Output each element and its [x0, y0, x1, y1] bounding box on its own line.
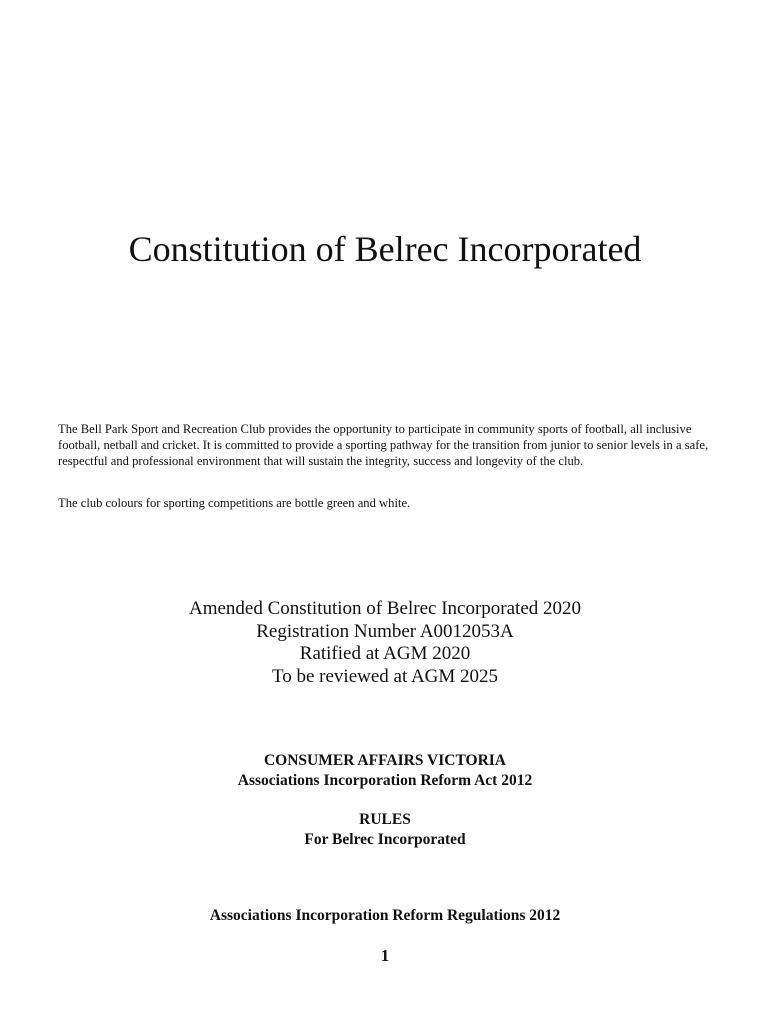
amendment-line-title: Amended Constitution of Belrec Incorporated 2020: [188, 598, 582, 619]
registration-number: Registration Number A0012053A: [256, 620, 514, 642]
rules-heading: RULES: [359, 811, 411, 828]
authority-body: CONSUMER AFFAIRS VICTORIA: [263, 752, 506, 769]
review-line: To be reviewed at AGM 2025: [271, 665, 499, 687]
ratification-line: Ratified at AGM 2020: [299, 643, 471, 664]
rules-block: [0, 810, 770, 850]
authority-act: Associations Incorporation Reform Act 2012: [237, 772, 533, 789]
intro-paragraph: The Bell Park Sport and Recreation Club provides the opportunity to participate in community sports of football, all inclusive football, netball and cricket. It is committed to provide a sporting pathway for the transition from junior to senior levels in a safe, respectful and professional environment that will sustain the integrity, success and longevity of the club.: [58, 422, 709, 468]
club-colours-paragraph: The club colours for sporting competitions are bottle green and white.: [58, 496, 411, 510]
page-number: 1: [380, 946, 390, 965]
authority-block: [0, 751, 770, 791]
document-title: Constitution of Belrec Incorporated: [128, 229, 642, 269]
rules-subheading: For Belrec Incorporated: [304, 831, 466, 848]
regulations-line: Associations Incorporation Reform Regulations 2012: [209, 907, 561, 924]
amendment-block: [0, 598, 770, 688]
